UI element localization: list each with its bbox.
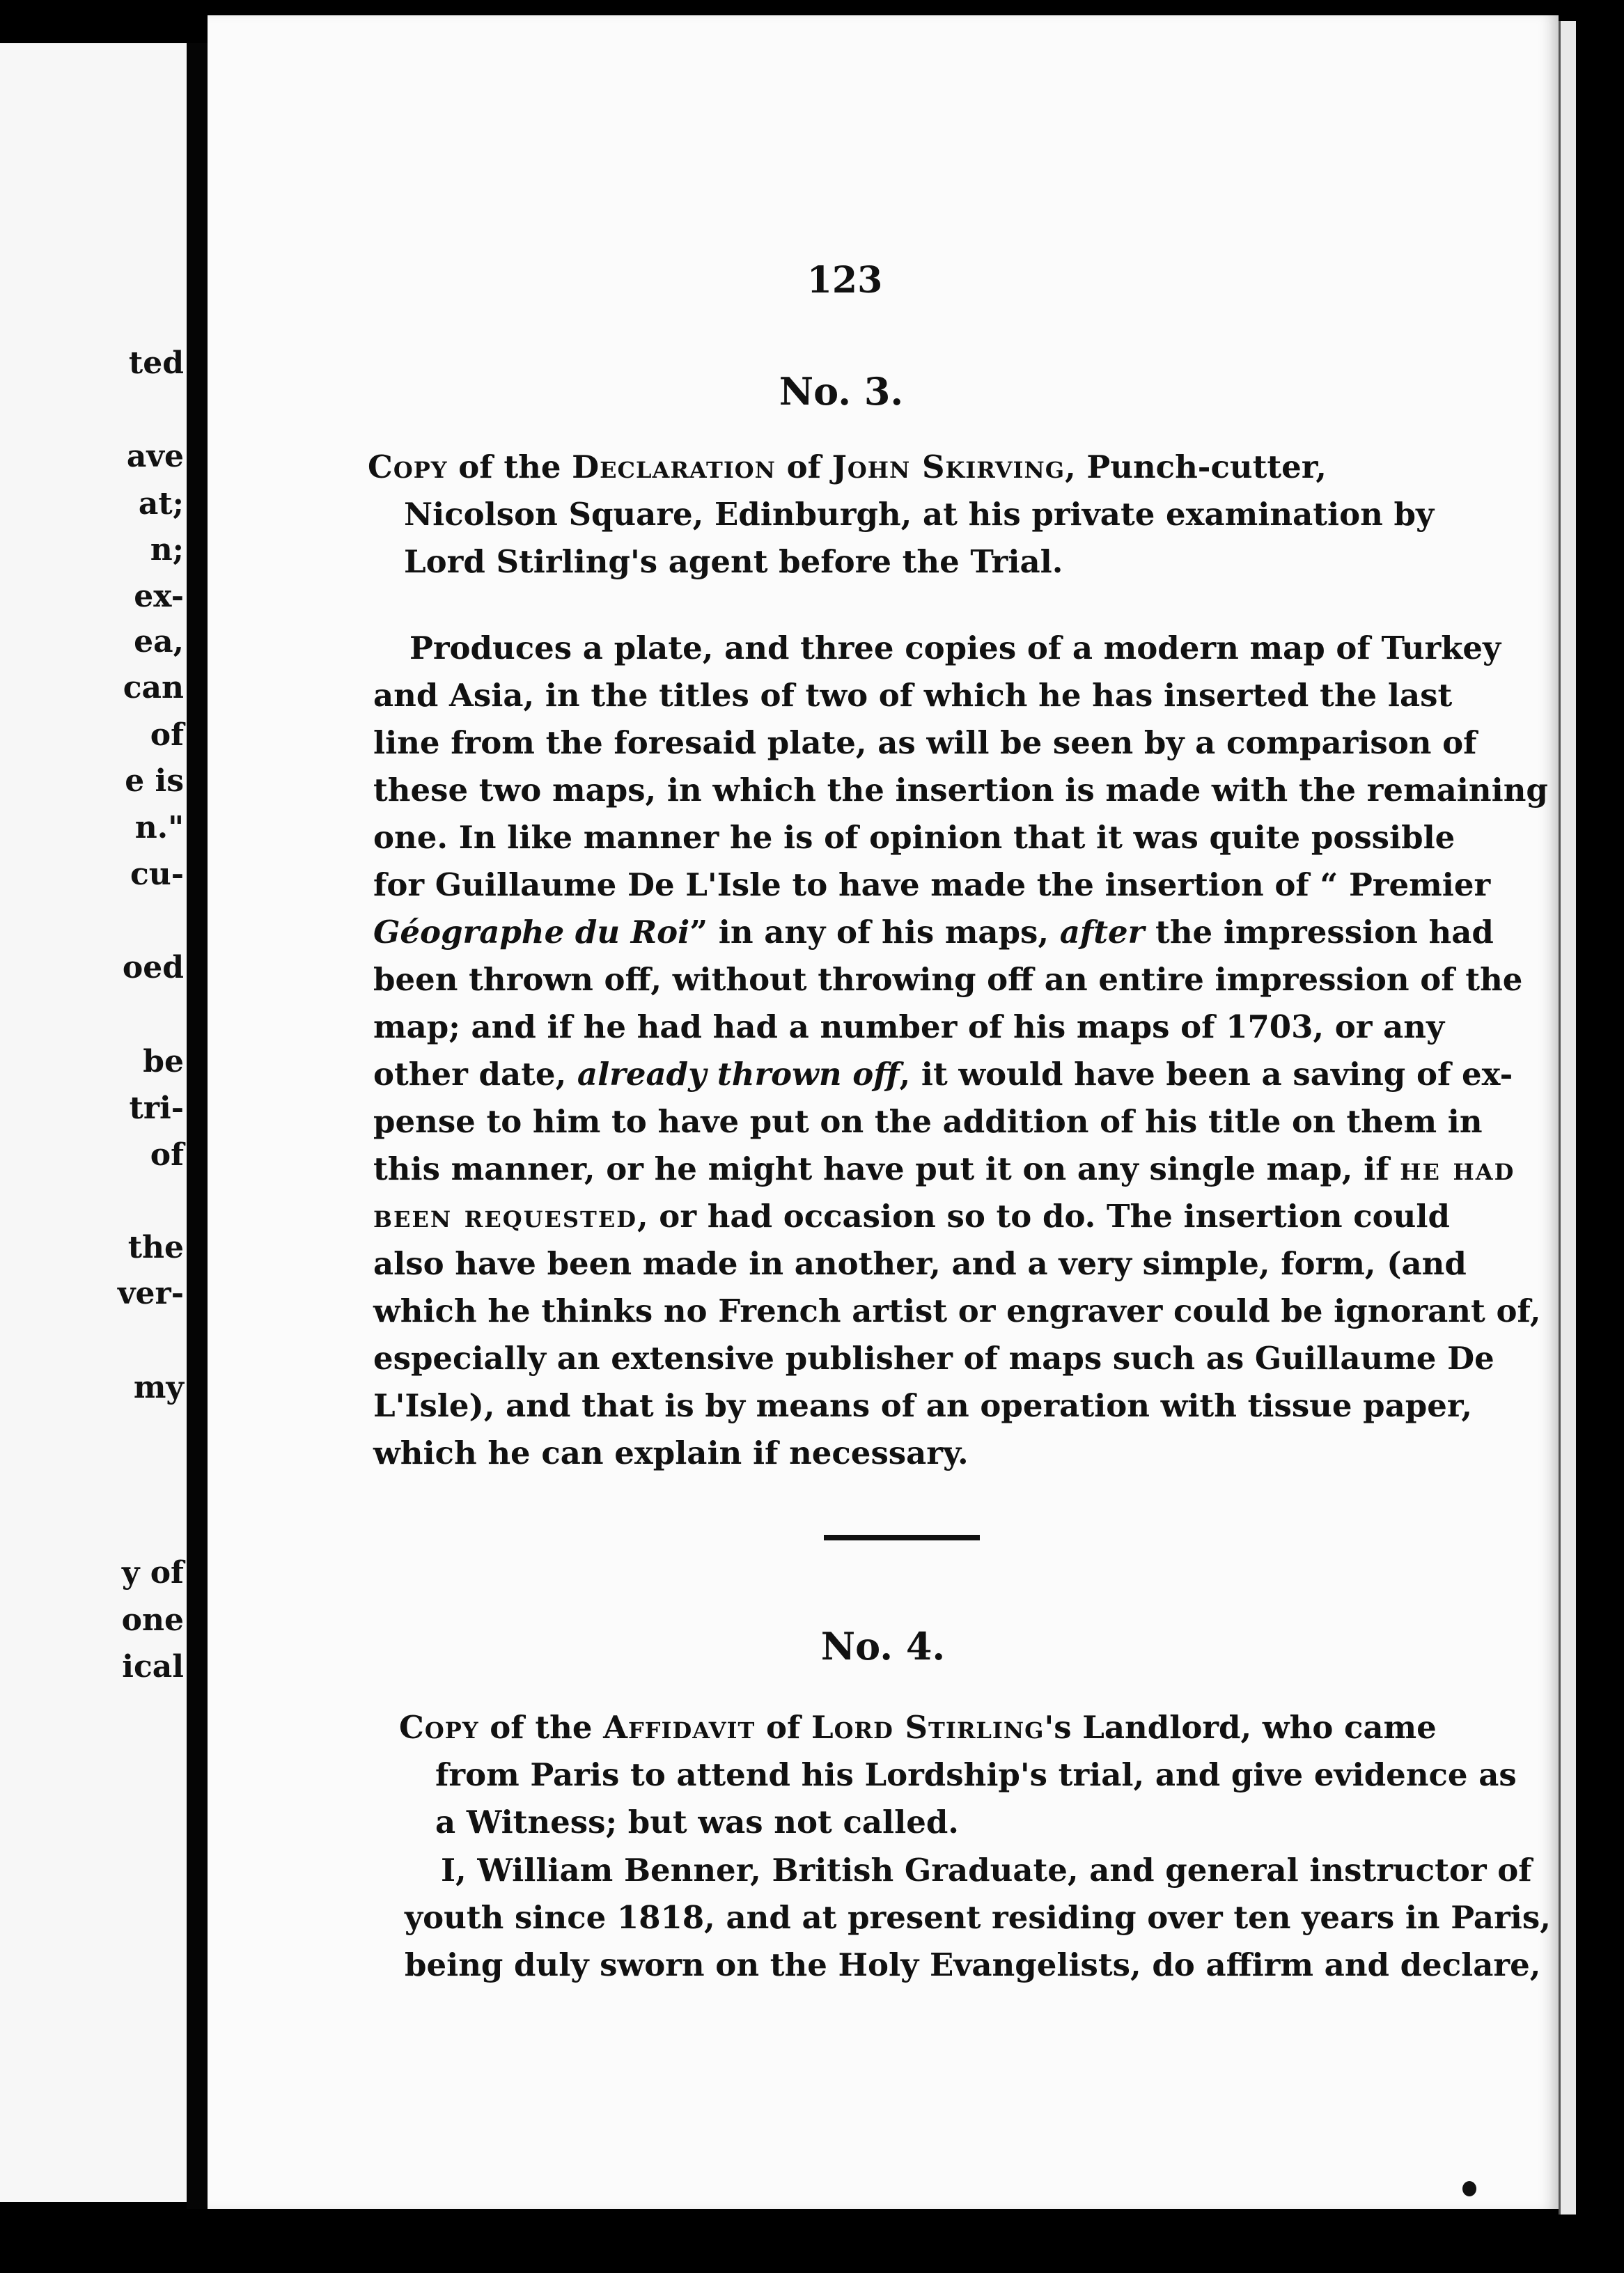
declaration-body xyxy=(373,625,1548,1477)
section-caption-no4 xyxy=(399,1704,1583,1846)
body-line: these two maps, in which the insertion is made with the remaining xyxy=(373,772,1548,809)
affidavit-body xyxy=(405,1847,1551,1989)
body-line: which he can explain if necessary. xyxy=(373,1435,969,1471)
left-fragment: ical xyxy=(122,1649,184,1685)
book-binding-gutter xyxy=(187,43,208,2209)
body-line: which he thinks no French artist or engraver could be ignorant of, xyxy=(373,1292,1541,1329)
caption-line: from Paris to attend his Lordship's trial, and give evidence as xyxy=(435,1756,1517,1793)
previous-page-fragment xyxy=(0,43,188,2202)
left-fragment: n." xyxy=(134,810,184,845)
left-fragment: be xyxy=(143,1044,184,1079)
body-line: line from the foresaid plate, as will be seen by a comparison of xyxy=(373,724,1477,761)
body-line: Produces a plate, and three copies of a modern map of Turkey xyxy=(409,630,1501,666)
left-fragment: oed xyxy=(122,950,184,985)
caption-line: Lord Stirling's agent before the Trial. xyxy=(404,543,1063,580)
body-line: pense to him to have put on the addition of his title on them in xyxy=(373,1103,1483,1140)
left-fragment: y of xyxy=(121,1555,184,1591)
body-line: one. In like manner he is of opinion that it was quite possible xyxy=(373,819,1455,856)
caption-line: Nicolson Square, Edinburgh, at his private examination by xyxy=(404,496,1435,533)
left-fragment: ea, xyxy=(134,624,184,659)
body-line: youth since 1818, and at present residing over ten years in Paris, xyxy=(405,1899,1551,1936)
body-line: been thrown off, without throwing off an entire impression of the xyxy=(373,961,1523,998)
caption-line: Copy of the Affidavit of Lord Stirling's Landlord, who came xyxy=(399,1709,1437,1746)
left-fragment: e is xyxy=(125,763,184,799)
body-line: and Asia, in the titles of two of which he has inserted the last xyxy=(373,677,1453,714)
body-line: other date, already thrown off, it would have been a saving of ex- xyxy=(373,1056,1513,1093)
left-fragment: ted xyxy=(128,345,184,381)
section-heading-no3: No. 3. xyxy=(779,369,904,414)
body-line: L'Isle), and that is by means of an operation with tissue paper, xyxy=(373,1387,1472,1424)
body-line: for Guillaume De L'Isle to have made the insertion of “ Premier xyxy=(373,866,1491,903)
left-fragment: tri- xyxy=(129,1091,184,1126)
left-fragment: ave xyxy=(126,439,184,474)
body-line: been requested, or had occasion so to do. The insertion could xyxy=(373,1198,1450,1235)
page-edge xyxy=(1559,21,1576,2215)
page xyxy=(208,15,1559,2209)
left-fragment: at; xyxy=(138,486,184,522)
section-caption-no3 xyxy=(368,444,1552,586)
left-fragment: ex- xyxy=(134,579,184,614)
left-fragment: my xyxy=(133,1370,184,1405)
body-line: I, William Benner, British Graduate, and general instructor of xyxy=(441,1852,1532,1889)
section-divider-rule xyxy=(824,1535,980,1540)
body-line: also have been made in another, and a very simple, form, (and xyxy=(373,1245,1467,1282)
left-fragment: of xyxy=(150,717,184,753)
left-fragment: ver- xyxy=(117,1276,184,1311)
section-heading-no4: No. 4. xyxy=(820,1624,946,1669)
ink-speck xyxy=(1462,2181,1476,2196)
body-line: being duly sworn on the Holy Evangelists, do affirm and declare, xyxy=(405,1946,1541,1983)
caption-line: Copy of the Declaration of John Skirving, Punch-cutter, xyxy=(368,448,1327,485)
left-fragment: one xyxy=(121,1602,184,1638)
caption-line: a Witness; but was not called. xyxy=(435,1804,959,1841)
left-fragment: cu- xyxy=(130,857,184,892)
left-fragment: the xyxy=(127,1230,184,1265)
left-fragment: can xyxy=(123,670,184,705)
body-line: this manner, or he might have put it on any single map, if he had xyxy=(373,1150,1515,1187)
body-line: Géographe du Roi” in any of his maps, after the impression had xyxy=(373,914,1494,951)
body-line: especially an extensive publisher of maps such as Guillaume De xyxy=(373,1340,1494,1377)
left-fragment: of xyxy=(150,1137,184,1173)
left-fragment: n; xyxy=(150,532,184,568)
body-line: map; and if he had had a number of his maps of 1703, or any xyxy=(373,1008,1445,1045)
page-number: 123 xyxy=(806,259,883,302)
